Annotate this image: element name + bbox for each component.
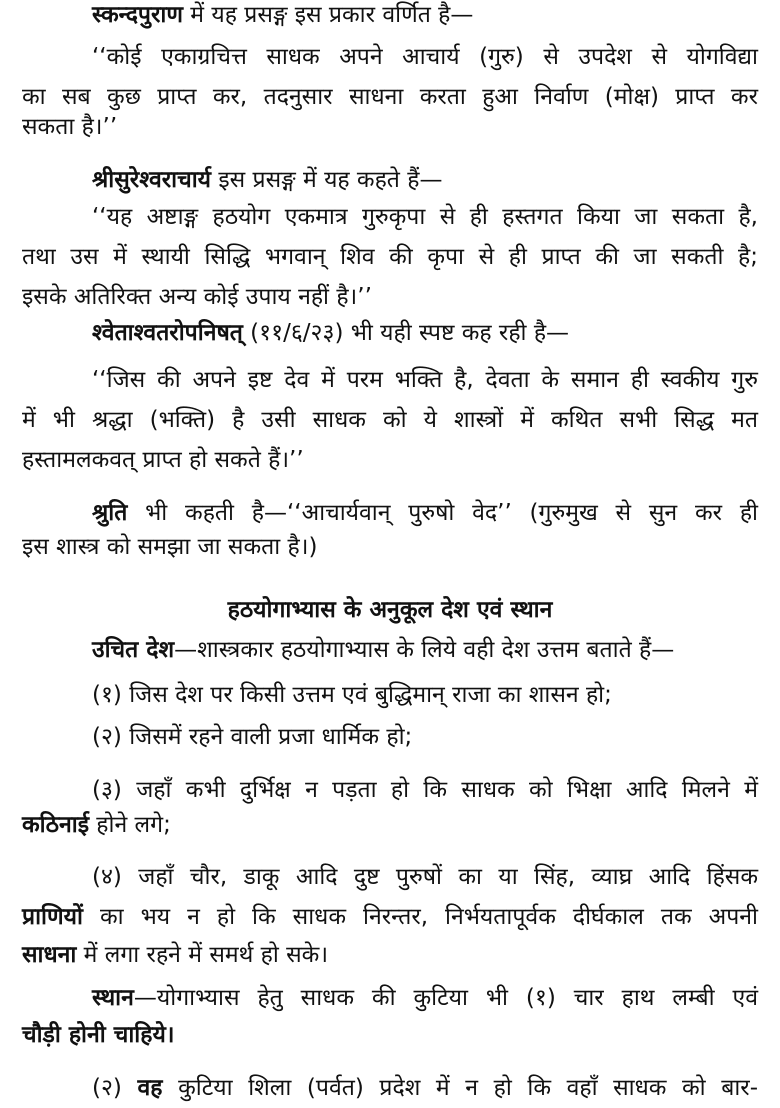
text-segment: इस शास्त्र को समझा जा सकता है।) xyxy=(22,534,318,560)
text-line xyxy=(22,529,758,565)
text-segment: में लगा रहने में समर्थ हो सके। xyxy=(76,942,329,968)
text-segment: इस प्रसङ्ग में यह कहते हैं— xyxy=(211,167,443,193)
text-segment: इसके अतिरिक्त अन्य कोई उपाय नहीं है।’’ xyxy=(22,284,372,310)
text-segment: ‘‘कोई एकाग्रचित्त साधक अपने आचार्य (गुरु) से उपदेश से योगविद्या xyxy=(92,44,758,70)
text-line xyxy=(92,719,758,755)
text-segment: भी कहती है—‘‘आचार्यवान् पुरुषो वेद’’ (गुरुमुख से सुन कर ही xyxy=(127,500,758,526)
text-line xyxy=(92,677,758,713)
text-line xyxy=(22,1017,758,1053)
bold-text: कठिनाई xyxy=(22,812,89,838)
bold-text: श्रीसुरेश्वराचार्य xyxy=(92,167,212,193)
text-line xyxy=(92,632,758,668)
section-heading xyxy=(0,592,780,628)
text-segment: ‘‘यह अष्टाङ्ग हठयोग एकमात्र गुरुकृपा से ही हस्तगत किया जा सकता है, xyxy=(92,204,758,230)
text-line xyxy=(92,772,758,808)
bold-text: श्वेताश्वतरोपनिषत् xyxy=(92,320,243,346)
text-segment: में यह प्रसङ्ग इस प्रकार वर्णित है— xyxy=(183,2,474,28)
bold-text: वह xyxy=(137,1075,163,1101)
text-line xyxy=(22,109,758,145)
text-line xyxy=(92,39,758,75)
text-line xyxy=(22,899,758,935)
text-segment: (४) जहाँ चौर, डाकू आदि दुष्ट पुरुषों का या सिंह, व्याघ्र आदि हिंसक xyxy=(92,864,758,890)
bold-text: श्रुति xyxy=(92,500,128,526)
text-segment: (२) xyxy=(92,1075,138,1101)
text-segment: में भी श्रद्धा (भक्ति) है उसी साधक को ये शास्त्रों में कथित सभी सिद्ध मत xyxy=(22,407,758,433)
bold-text: उचित देश xyxy=(92,637,175,663)
text-line xyxy=(92,362,758,398)
text-line xyxy=(92,980,758,1016)
text-segment: ‘‘जिस की अपने इष्ट देव में परम भक्ति है, देवता के समान ही स्वकीय गुरु xyxy=(92,367,758,393)
text-line xyxy=(92,859,758,895)
bold-text: हठयोगाभ्यास के अनुकूल देश एवं स्थान xyxy=(227,597,553,623)
text-line xyxy=(22,442,758,478)
text-line xyxy=(22,279,758,315)
text-segment: —शास्त्रकार हठयोगाभ्यास के लिये वही देश उत्तम बताते हैं— xyxy=(174,637,675,663)
text-line xyxy=(22,937,758,973)
text-line xyxy=(92,315,758,351)
text-segment: —योगाभ्यास हेतु साधक की कुटिया भी (१) चार हाथ लम्बी एवं xyxy=(133,985,758,1011)
text-segment: (२) जिसमें रहने वाली प्रजा धार्मिक हो; xyxy=(92,724,413,750)
text-segment: का सब कुछ प्राप्त कर, तदनुसार साधना करता हुआ निर्वाण (मोक्ष) प्राप्त कर xyxy=(22,84,758,110)
text-line xyxy=(92,162,758,198)
text-line xyxy=(92,0,758,33)
text-line xyxy=(22,807,758,843)
text-segment: हस्तामलकवत् प्राप्त हो सकते हैं।’’ xyxy=(22,447,304,473)
text-line xyxy=(92,1070,758,1106)
bold-text: स्थान xyxy=(92,985,134,1011)
text-line xyxy=(22,239,758,275)
text-line xyxy=(22,402,758,438)
text-segment: (१) जिस देश पर किसी उत्तम एवं बुद्धिमान् राजा का शासन हो; xyxy=(92,682,612,708)
text-segment: सकता है।’’ xyxy=(22,114,118,140)
text-segment: तथा उस में स्थायी सिद्धि भगवान् शिव की कृपा से ही प्राप्त की जा सकती है; xyxy=(22,244,758,270)
text-segment: होने लगे; xyxy=(89,812,171,838)
text-segment: (११/६/२३) भी यही स्पष्ट कह रही है— xyxy=(242,320,570,346)
text-line xyxy=(92,495,758,531)
text-line xyxy=(92,199,758,235)
text-segment: का भय न हो कि साधक निरन्तर, निर्भयतापूर्वक दीर्घकाल तक अपनी xyxy=(82,904,758,930)
text-segment: (३) जहाँ कभी दुर्भिक्ष न पड़ता हो कि साधक को भिक्षा आदि मिलने में xyxy=(92,777,758,803)
bold-text: साधना xyxy=(22,942,77,968)
text-segment: कुटिया शिला (पर्वत) प्रदेश में न हो कि वहाँ साधक को बार- xyxy=(162,1075,758,1101)
bold-text: चौड़ी होनी चाहिये। xyxy=(22,1022,175,1048)
bold-text: स्कन्दपुराण xyxy=(92,2,183,28)
bold-text: प्राणियों xyxy=(22,904,83,930)
